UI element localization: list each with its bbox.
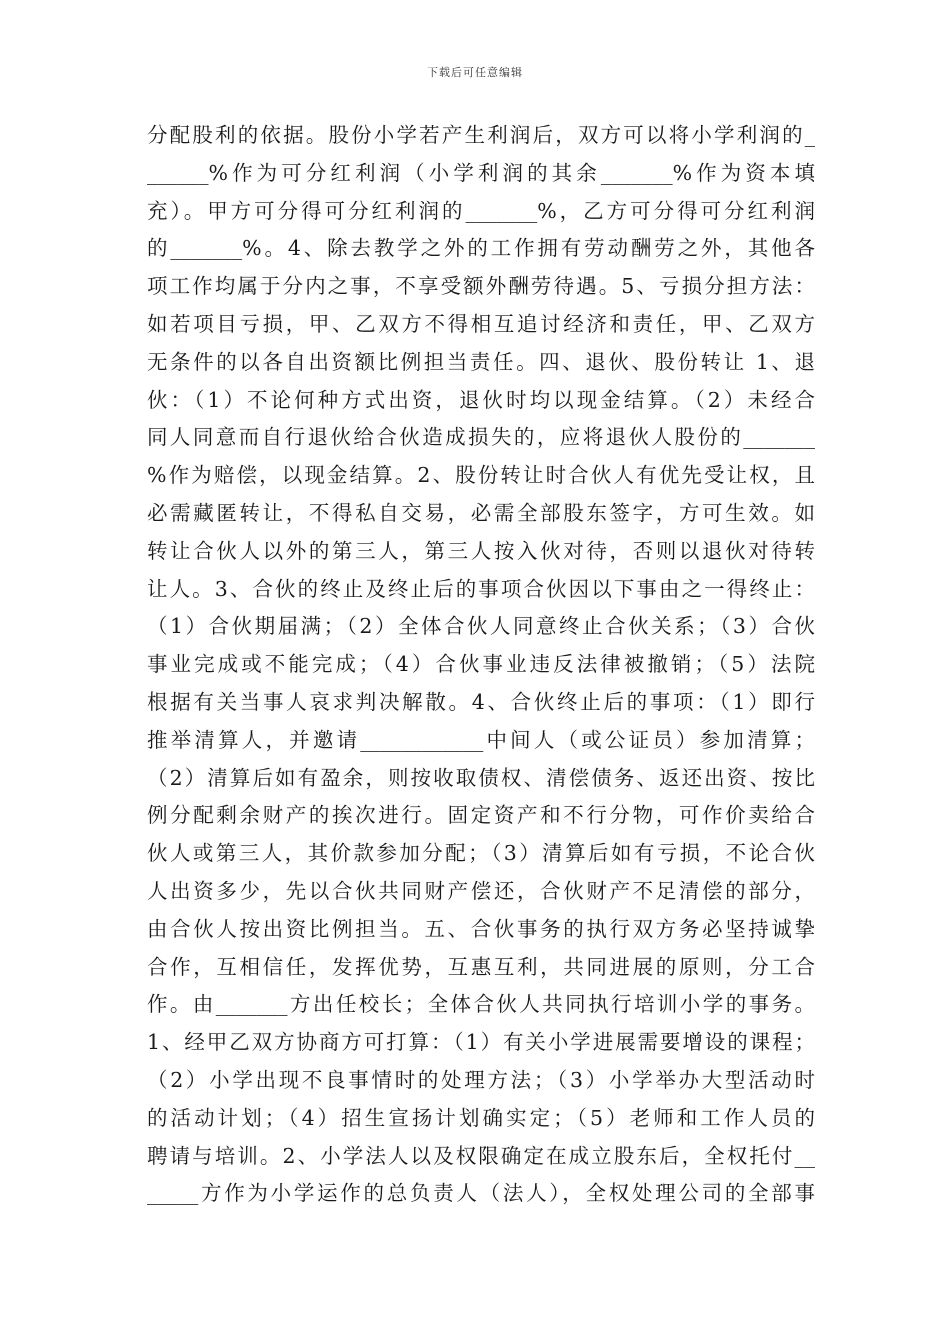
text-line: 转让合伙人以外的第三人，第三人按入伙对待，否则以退伙对待转: [147, 538, 815, 563]
text-line: 同人同意而自行退伙给合伙造成损失的，应将退伙人股份的_______: [147, 425, 815, 450]
text-line: 作。由_______方出任校长；全体合伙人共同执行培训小学的事务。: [147, 992, 815, 1017]
text-line: 1、经甲乙双方协商方可打算：（1）有关小学进展需要增设的课程；: [147, 1030, 815, 1055]
text-line: 推举清算人，并邀请____________中间人（或公证员）参加清算；: [147, 727, 815, 752]
text-line: 事业完成或不能完成；（4）合伙事业违反法律被撤销；（5）法院: [147, 652, 815, 677]
text-line: 人出资多少，先以合伙共同财产偿还，合伙财产不足清偿的部分，: [147, 878, 815, 903]
text-line: 充）。甲方可分得可分红利润的_______%，乙方可分得可分红利润: [147, 198, 815, 223]
text-line: 的活动计划；（4）招生宣扬计划确实定；（5）老师和工作人员的: [147, 1105, 815, 1130]
text-line: ______%作为可分红利润（小学利润的其余_______%作为资本填: [147, 160, 815, 185]
text-line: 例分配剩余财产的挨次进行。固定资产和不行分物，可作价卖给合: [147, 803, 815, 828]
text-line: %作为赔偿，以现金结算。2、股份转让时合伙人有优先受让权，且: [147, 463, 815, 488]
text-line: 必需藏匿转让，不得私自交易，必需全部股东签字，方可生效。如: [147, 500, 815, 525]
text-line: 的_______%。4、除去教学之外的工作拥有劳动酬劳之外，其他各: [147, 236, 815, 261]
text-line: （2）清算后如有盈余，则按收取债权、清偿债务、返还出资、按比: [147, 765, 815, 790]
text-line: 项工作均属于分内之事，不享受额外酬劳待遇。5、亏损分担方法：: [147, 274, 815, 299]
text-line: 分配股利的依据。股份小学若产生利润后，双方可以将小学利润的_: [147, 123, 815, 147]
text-line: 根据有关当事人哀求判决解散。4、合伙终止后的事项：（1）即行: [147, 689, 815, 714]
text-line: （1）合伙期届满；（2）全体合伙人同意终止合伙关系；（3）合伙: [147, 614, 815, 639]
text-line: _____方作为小学运作的总负责人（法人），全权处理公司的全部事: [147, 1181, 815, 1206]
text-line: 伙：（1）不论何种方式出资，退伙时均以现金结算。（2）未经合: [147, 387, 815, 412]
text-line: 伙人或第三人，其价款参加分配；（3）清算后如有亏损，不论合伙: [147, 841, 815, 866]
text-line: 无条件的以各自出资额比例担当责任。四、退伙、股份转让 1、退: [147, 349, 815, 374]
text-line: 合作，互相信任，发挥优势，互惠互利，共同进展的原则，分工合: [147, 954, 815, 979]
text-line: 聘请与培训。2、小学法人以及权限确定在成立股东后，全权托付__: [147, 1143, 815, 1168]
text-line: 让人。3、合伙的终止及终止后的事项合伙因以下事由之一得终止：: [147, 576, 815, 601]
text-line: 如若项目亏损，甲、乙双方不得相互追讨经济和责任，甲、乙双方: [147, 311, 815, 336]
text-line: （2）小学出现不良事情时的处理方法；（3）小学举办大型活动时: [147, 1067, 815, 1092]
document-body: [147, 117, 815, 1213]
text-line: 由合伙人按出资比例担当。五、合伙事务的执行双方务必坚持诚挚: [147, 916, 815, 941]
page-header: 下载后可任意编辑: [427, 66, 523, 79]
